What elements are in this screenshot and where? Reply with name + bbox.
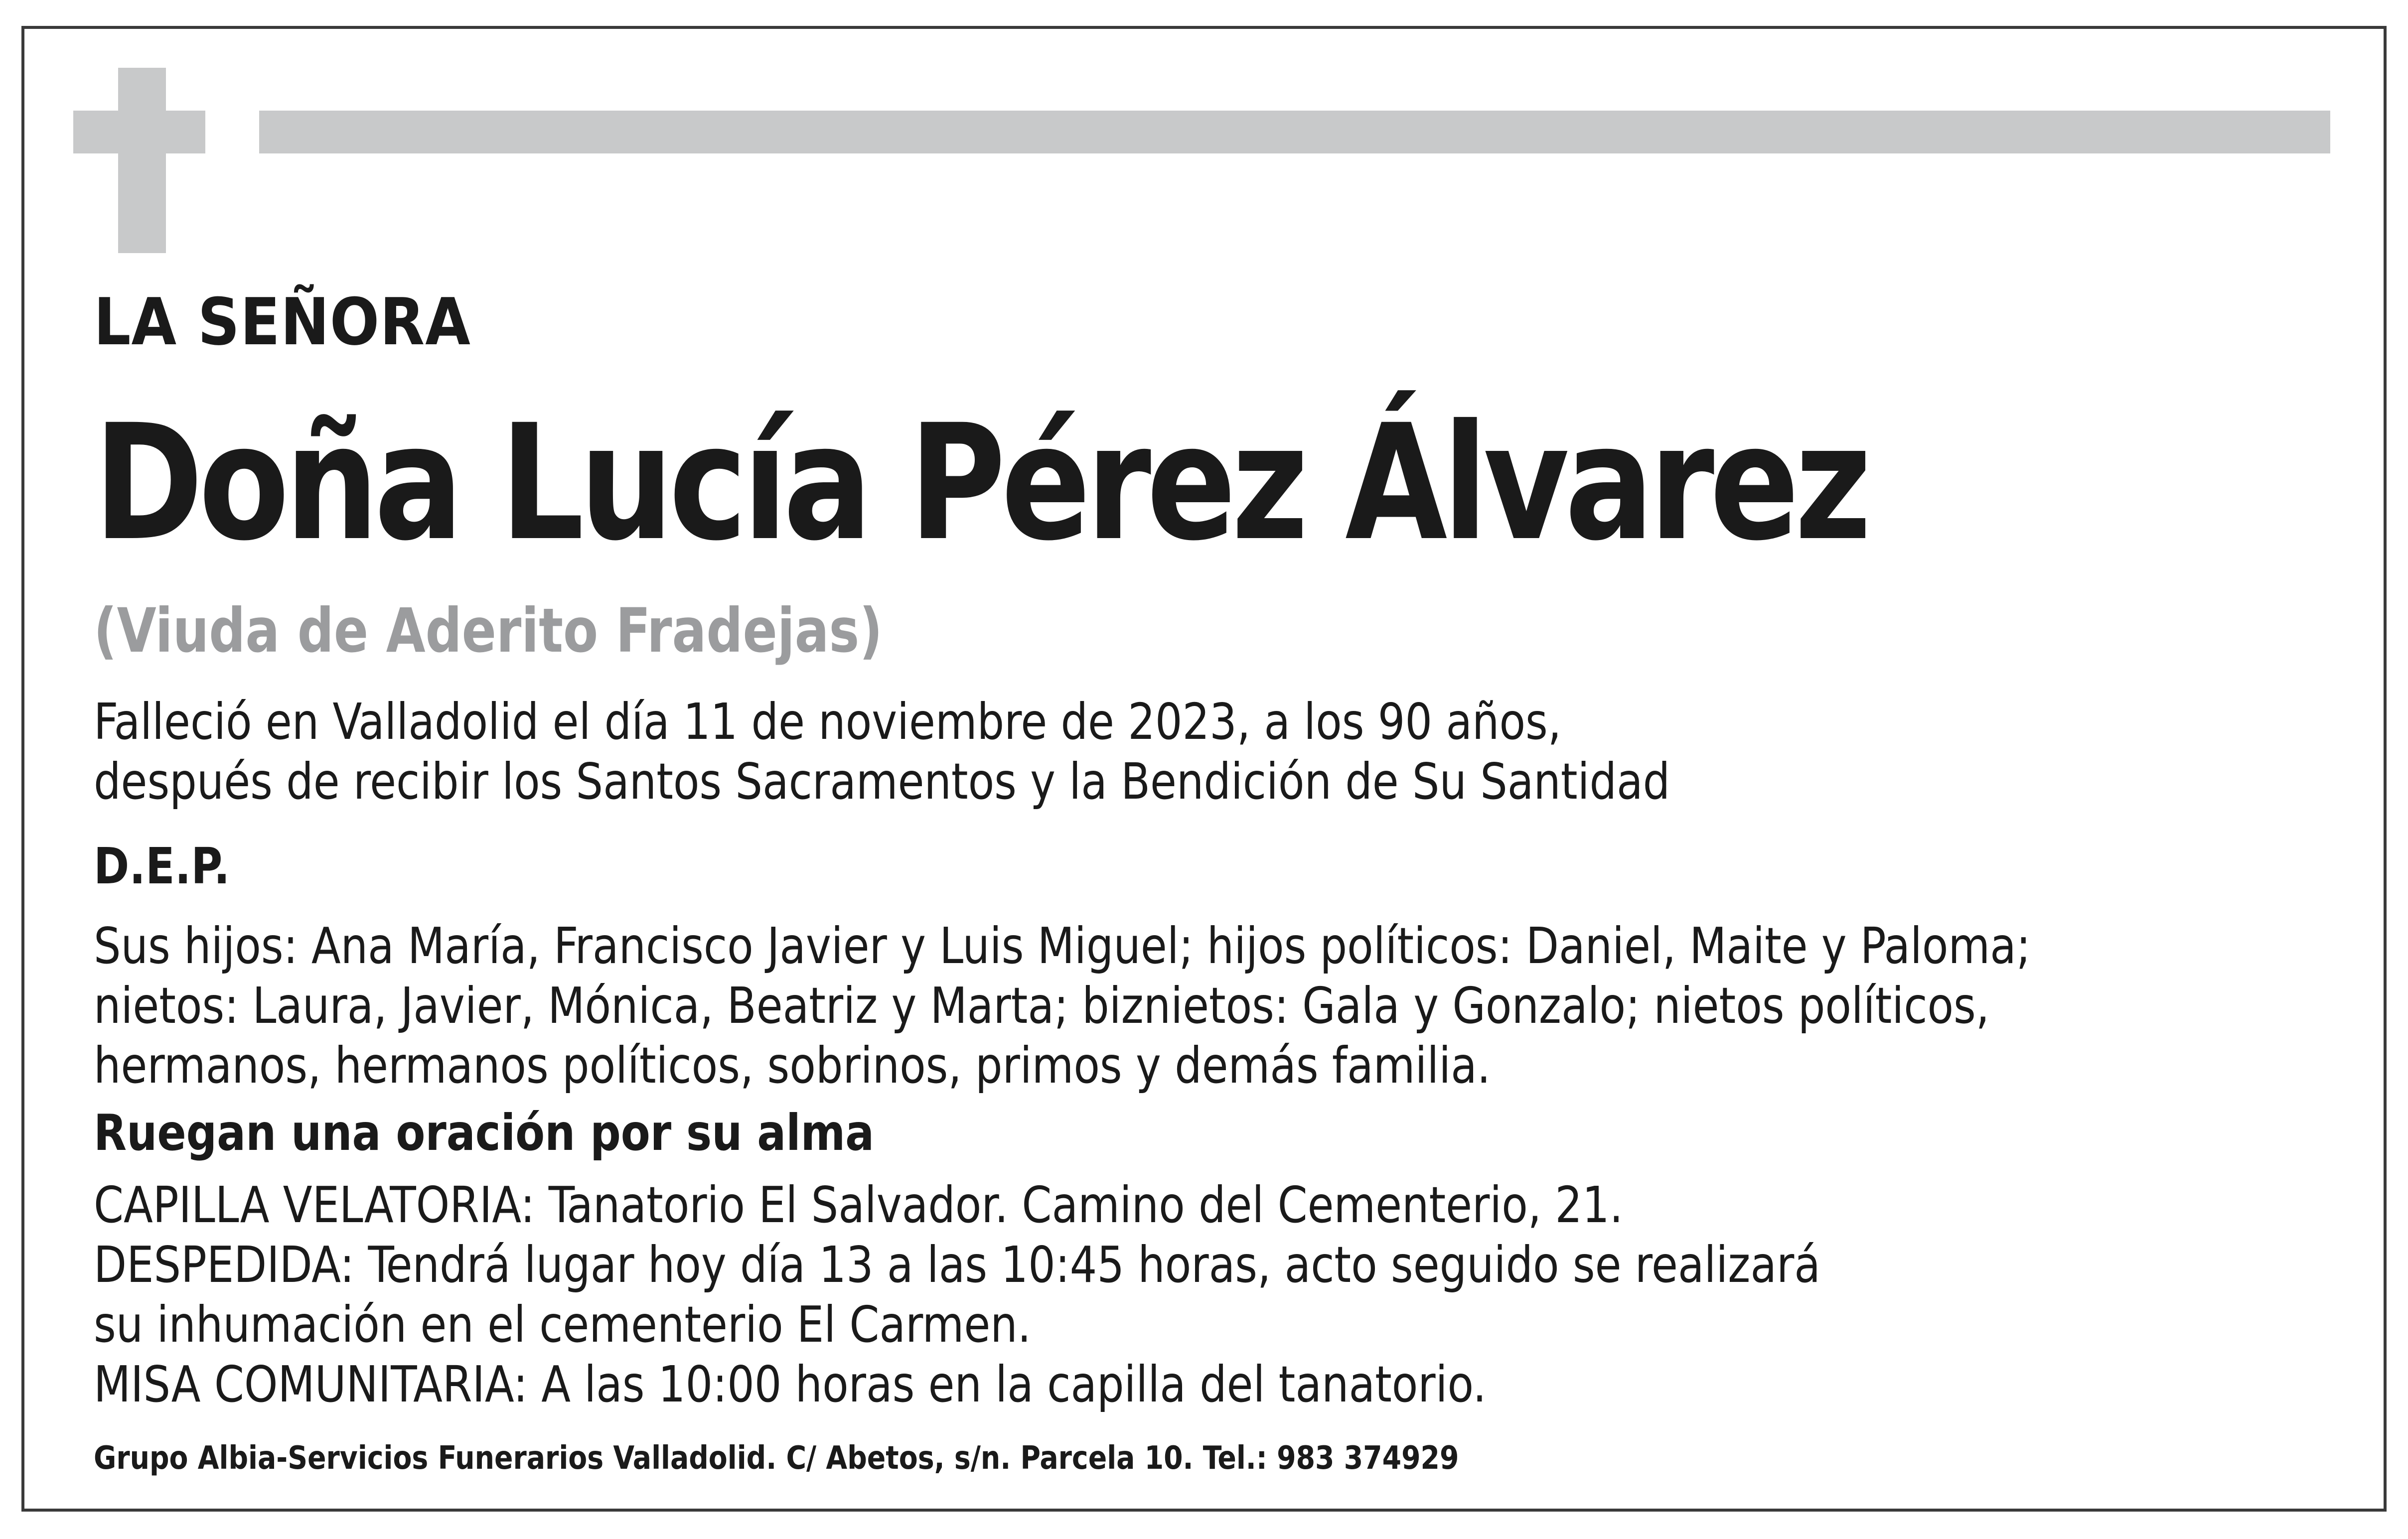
arrangements-line-4: MISA COMUNITARIA: A las 10:00 horas en la capilla del tanatorio.: [94, 1355, 1487, 1413]
death-notice-line-2: después de recibir los Santos Sacramentos y la Bendición de Su Santidad: [94, 752, 1670, 811]
family-line-3: hermanos, hermanos políticos, sobrinos, primos y demás familia.: [94, 1036, 1491, 1095]
arrangements-line-1: CAPILLA VELATORIA: Tanatorio El Salvador. Camino del Cementerio, 21.: [94, 1176, 1623, 1234]
cross-icon-arm: [73, 111, 205, 153]
arrangements-line-3: su inhumación en el cementerio El Carmen.: [94, 1295, 1031, 1354]
death-notice-line-1: Falleció en Valladolid el día 11 de noviembre de 2023, a los 90 años,: [94, 693, 1562, 751]
family-line-1: Sus hijos: Ana María, Francisco Javier y Luis Miguel; hijos políticos: Daniel, Maite y Paloma;: [94, 917, 2031, 975]
deceased-name: Doña Lucía Pérez Álvarez: [94, 391, 1867, 576]
cross-icon: [118, 68, 166, 253]
family-line-2: nietos: Laura, Javier, Mónica, Beatriz y Marta; biznietos: Gala y Gonzalo; nietos políticos,: [94, 977, 1990, 1035]
dep-label: D.E.P.: [94, 837, 230, 895]
widow-of: (Viuda de Aderito Fradejas): [94, 595, 883, 666]
arrangements-line-2: DESPEDIDA: Tendrá lugar hoy día 13 a las 10:45 horas, acto seguido se realizará: [94, 1236, 1820, 1294]
title-prefix: LA SEÑORA: [94, 284, 471, 360]
prayer-line: Ruegan una oración por su alma: [94, 1104, 875, 1162]
funeral-home-footer: Grupo Albia-Servicios Funerarios Valladolid. C/ Abetos, s/n. Parcela 10. Tel.: 983 374929: [94, 1440, 1459, 1477]
header-bar: [259, 111, 2330, 153]
